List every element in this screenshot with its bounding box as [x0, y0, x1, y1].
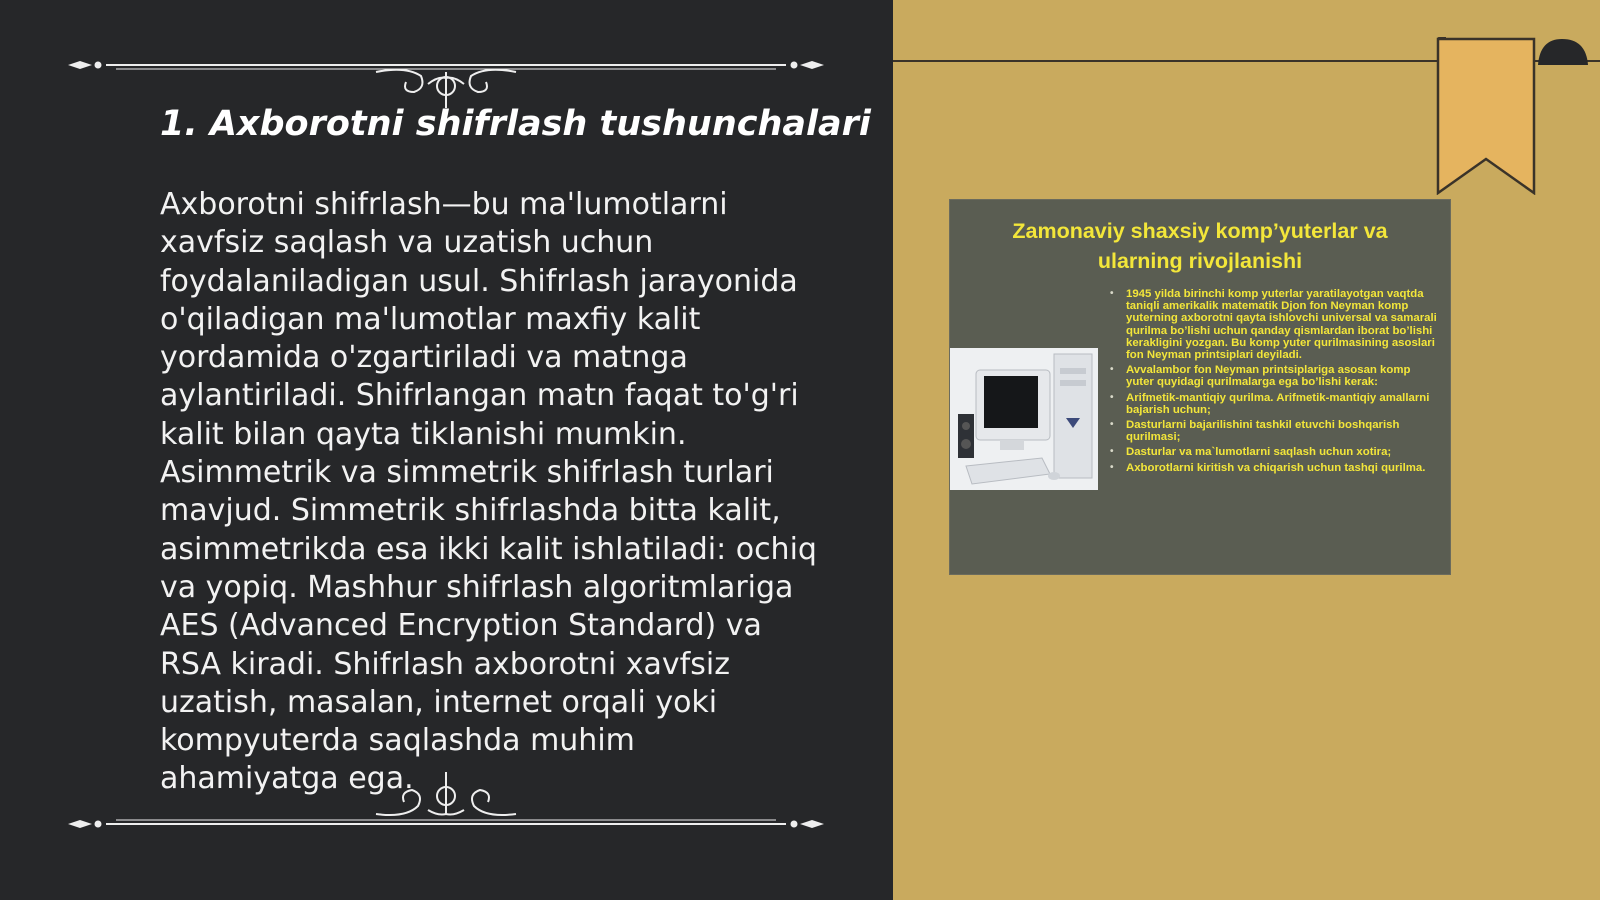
desktop-computer-icon [950, 348, 1098, 490]
list-item: • 1945 yilda birinchi komp yuterlar yaratilayotgan vaqtda taniqli amerikalik matematik Djon fon Neyman komp yuterning axborotni qayta ishlovchi universal va samarali qurilma bo’lishi uchun qanday qismlardan iborat bo’lishi kerakligini yozgan. Bu komp yuter qurilmasining asoslari fon Neyman printsiplari deyiladi. [1110, 288, 1437, 362]
slide-title: 1. Axborotni shifrlash tushunchalari [160, 104, 871, 144]
bookmark-ribbon-icon [1436, 37, 1536, 195]
bullet-icon: • [1110, 446, 1114, 458]
slide-body-text: Axborotni shifrlash—bu ma'lumotlarni xavfsiz saqlash va uzatish uchun foydalaniladigan usul. Shifrlash jarayonida o'qiladigan ma'lumotlar maxfiy kalit yordamida o'zgartiriladi va matnga aylantiriladi. Shifrlangan matn faqat to'g'ri kalit bilan qayta tiklanishi mumkin. Asimmetrik va simmetrik shifrlash turlari mavjud. Simmetrik shifrlashda bitta kalit, asimmetrikda esa ikki kalit ishlatiladi: ochiq va yopiq. Mashhur shifrlash algoritmlariga AES (Advanced Encryption Standard) va RSA kiradi. Shifrlash axborotni xavfsiz uzatish, masalan, internet orqali yoki kompyuterda saqlashda muhim ahamiyatga ega. [160, 187, 817, 797]
bullet-icon: • [1110, 419, 1114, 431]
ornamental-divider-icon [66, 48, 826, 108]
ribbon-cap-icon [1536, 37, 1592, 65]
bullet-icon: • [1110, 461, 1114, 473]
embedded-slide-bullet-list [1108, 288, 1438, 477]
list-item: • Dasturlar va ma`lumotlarni saqlash uchun xotira; [1110, 446, 1392, 459]
list-item: • Axborotlarni kiritish va chiqarish uchun tashqi qurilma. [1110, 461, 1426, 474]
bullet-icon: • [1110, 364, 1114, 376]
list-item: • Arifmetik-mantiqiy qurilma. Arifmetik-mantiqiy amallarni bajarish uchun; [1110, 391, 1430, 416]
list-item: • Avvalambor fon Neyman printsiplariga asosan komp yuter quyidagi qurilmalarga ega bo’lishi kerak: [1110, 364, 1411, 389]
bullet-icon: • [1110, 391, 1114, 403]
list-item: • Dasturlarni bajarilishini tashkil etuvchi boshqarish qurilmasi; [1110, 419, 1400, 444]
embedded-slide-title: Zamonaviy shaxsiy komp’yuterlar va ularning rivojlanishi [1012, 219, 1388, 273]
bullet-icon: • [1110, 288, 1114, 299]
embedded-slide-image [950, 200, 1450, 574]
